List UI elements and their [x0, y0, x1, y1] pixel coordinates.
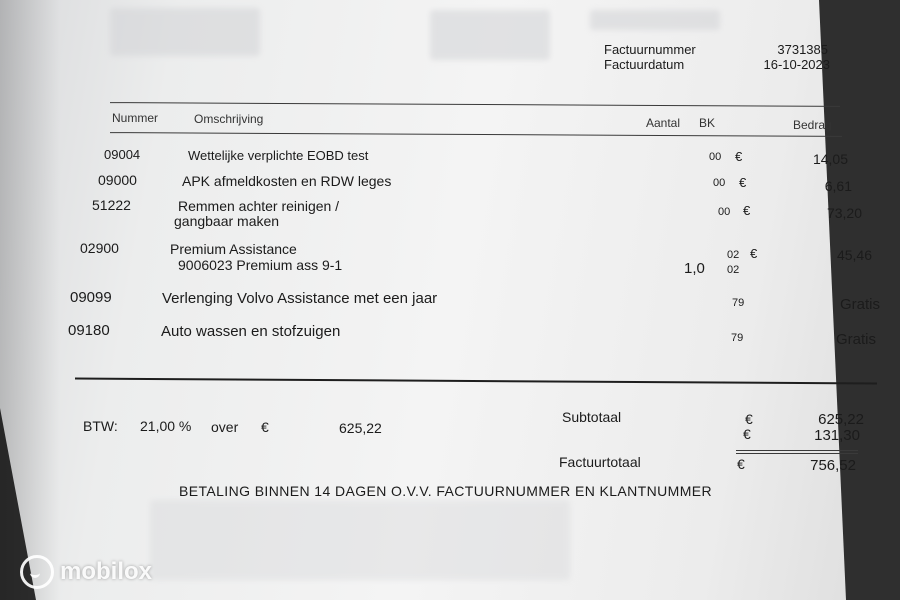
row-bedrag: 14,05: [812, 151, 848, 167]
row-omschrijving: Premium Assistance: [170, 241, 297, 257]
row-nummer: 51222: [92, 197, 131, 213]
redacted-address-middle: [430, 10, 550, 60]
subtotal-value: 625,22: [818, 411, 864, 428]
total-label: Factuurtotaal: [559, 454, 641, 470]
invoice-number-value: 3731385: [777, 42, 828, 57]
row-currency: €: [743, 203, 751, 218]
column-header-bedrag: Bedrag: [793, 118, 832, 132]
row-bk: 79: [732, 297, 745, 309]
invoice-number-label: Factuurnummer: [604, 42, 696, 57]
row-omschrijving-line2: gangbaar maken: [174, 213, 280, 229]
redacted-address-left: [110, 8, 260, 56]
row-bk: 79: [731, 332, 744, 344]
total-rule-top: [736, 450, 858, 451]
row-currency: €: [750, 246, 758, 261]
redacted-address-right: [590, 10, 720, 30]
total-rule-bottom: [736, 453, 858, 454]
mobilox-logo-icon: [20, 555, 54, 589]
row-omschrijving: Verlenging Volvo Assistance met een jaar: [162, 290, 438, 307]
row-nummer: 09099: [70, 289, 112, 306]
row-omschrijving: Remmen achter reinigen /: [178, 198, 340, 214]
row-bedrag: Gratis: [835, 331, 876, 348]
redacted-footer-text: [150, 500, 570, 580]
invoice-date-value: 16-10-2023: [763, 57, 830, 72]
row-omschrijving: Wettelijke verplichte EOBD test: [188, 148, 369, 163]
vat-value: 131,30: [814, 427, 860, 444]
watermark-brand: mobilox: [60, 558, 153, 585]
subtotal-currency: €: [745, 411, 753, 427]
row-currency: €: [739, 175, 747, 190]
column-header-nummer: Nummer: [112, 111, 159, 125]
row-nummer: 02900: [80, 240, 119, 256]
btw-base: 625,22: [339, 420, 382, 436]
row-nummer: 09004: [104, 147, 141, 162]
total-value: 756,52: [810, 457, 856, 474]
btw-currency: €: [261, 419, 269, 435]
row-bedrag: 6,61: [824, 178, 852, 194]
row-nummer: 09000: [98, 172, 137, 188]
row-omschrijving-line2: 9006023 Premium ass 9-1: [178, 257, 343, 273]
column-header-aantal: Aantal: [646, 116, 681, 130]
paper-shadow: [0, 0, 60, 600]
row-nummer: 09180: [68, 322, 110, 339]
column-header-bk: BK: [699, 116, 716, 130]
btw-rate: 21,00 %: [140, 418, 192, 434]
row-bk: 00: [713, 177, 726, 189]
mobilox-watermark: [20, 555, 152, 589]
row-currency: €: [735, 149, 743, 164]
row-bedrag: 45,46: [836, 247, 872, 263]
row-omschrijving: APK afmeldkosten en RDW leges: [182, 173, 392, 189]
payment-note: BETALING BINNEN 14 DAGEN O.V.V. FACTUURNUMMER EN KLANTNUMMER: [179, 483, 713, 499]
invoice-date-label: Factuurdatum: [604, 57, 685, 72]
row-bk-line2: 02: [727, 264, 740, 276]
row-bk: 00: [718, 206, 731, 218]
row-bk: 02: [727, 249, 740, 261]
btw-over: over: [211, 419, 239, 435]
row-omschrijving: Auto wassen en stofzuigen: [161, 323, 341, 340]
row-bk: 00: [709, 151, 722, 163]
row-aantal: 1,0: [684, 260, 705, 277]
vat-currency: €: [743, 426, 751, 442]
total-currency: €: [737, 456, 745, 472]
row-bedrag: 73,20: [826, 205, 862, 221]
column-header-omschrijving: Omschrijving: [194, 112, 264, 126]
btw-label: BTW:: [83, 418, 118, 434]
row-bedrag: Gratis: [839, 296, 880, 313]
subtotal-label: Subtotaal: [562, 409, 622, 425]
